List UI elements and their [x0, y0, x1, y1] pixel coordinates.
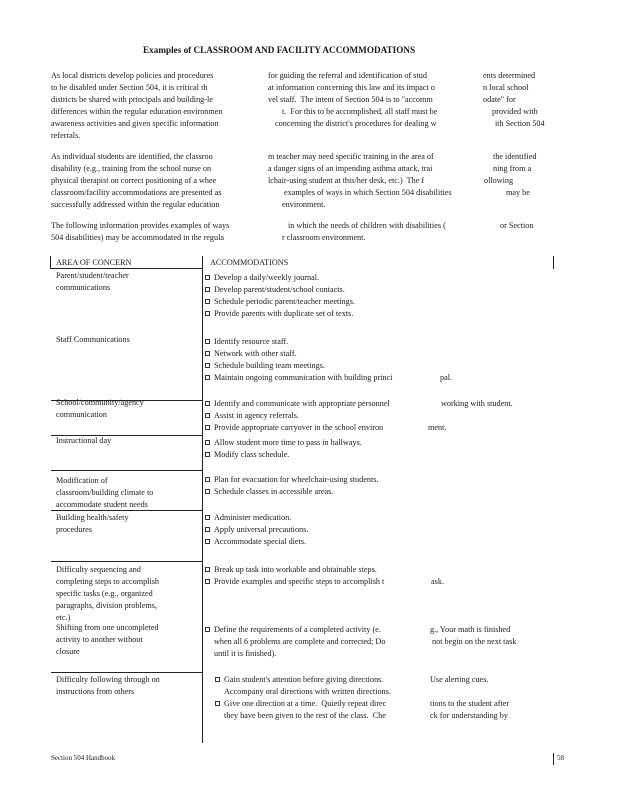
- concern-line: communication: [56, 410, 107, 419]
- checkbox-bullet-icon: [205, 287, 210, 292]
- item-text-tail: working with student.: [441, 399, 513, 408]
- checkbox-bullet-icon: [205, 527, 210, 532]
- p1-line-4-c: provided with: [492, 107, 538, 116]
- item-text: Schedule building team meetings.: [214, 361, 325, 370]
- row-divider-7: [51, 561, 202, 562]
- p1-line-4-a: differences within the regular education environmen: [51, 107, 223, 116]
- list-item: [205, 373, 393, 383]
- item-text: Identify resource staff.: [214, 337, 289, 346]
- concern-line: instructions from others: [56, 687, 135, 696]
- item-text: Give one direction at a time. Quietly repeat direc: [224, 699, 387, 708]
- item-text: Modify class schedule.: [214, 450, 290, 459]
- concern-line: Difficulty following through on: [56, 675, 160, 684]
- p1-line-3-a: districts be shared with principals and building-le: [51, 95, 213, 104]
- p2-line-3-b: lchair-using student at this/her desk, etc.) The f: [268, 176, 425, 185]
- checkbox-bullet-icon: [205, 539, 210, 544]
- item-text-tail: tions to the student after: [430, 699, 510, 708]
- p2-line-1-a: As individual students are identified, the classroo: [51, 152, 213, 161]
- concern-line: School/community/agency: [56, 398, 144, 407]
- item-text: Assist in agency referrals.: [214, 411, 300, 420]
- continuation-tail: ck for understanding by: [430, 711, 508, 720]
- p1-line-3-b: vel staff. The intent of Section 504 is to "accomm: [268, 95, 433, 104]
- checkbox-bullet-icon: [205, 440, 210, 445]
- item-text: Network with other staff.: [214, 349, 297, 358]
- list-item: [205, 450, 289, 460]
- p3-line-1-b: in which the needs of children with disabilities (: [288, 221, 446, 230]
- item-text: Apply universal precautions.: [214, 525, 309, 534]
- p1-line-1-a: As local districts develop policies and procedures: [51, 71, 214, 80]
- concern-line: communications: [56, 283, 111, 292]
- concern-line: classroom/building climate to: [56, 488, 154, 497]
- item-text: Develop a daily/weekly journal.: [214, 273, 320, 282]
- list-item: [205, 285, 345, 295]
- list-item: [205, 537, 306, 547]
- list-item: [205, 423, 383, 433]
- list-item: [215, 699, 386, 709]
- checkbox-bullet-icon: [205, 299, 210, 304]
- list-item: [205, 273, 319, 283]
- p2-line-3-c: ollowing: [484, 176, 514, 185]
- list-item: [205, 438, 362, 448]
- p3-line-1-a: The following information provides examples of ways: [51, 221, 230, 230]
- checkbox-bullet-icon: [205, 375, 210, 380]
- concern-line: paragraphs, division problems,: [56, 601, 157, 610]
- item-text: Provide appropriate carryover in the school environ: [214, 423, 384, 432]
- checkbox-bullet-icon: [205, 311, 210, 316]
- concern-line: Parent/student/teacher: [56, 271, 129, 280]
- p2-line-3-a: physical therapist on correct positioning of a whee: [51, 176, 217, 185]
- header-rule-concern: [50, 268, 202, 269]
- checkbox-bullet-icon: [205, 401, 210, 406]
- list-item: [205, 337, 288, 347]
- p2-line-4-b: examples of ways in which Section 504 disabilities: [284, 188, 452, 197]
- p1-line-5-b: concerning the district's procedures for dealing w: [275, 119, 437, 128]
- row-divider-9: [51, 672, 202, 673]
- p1-line-3-c: odate" for: [483, 95, 516, 104]
- list-item: [205, 565, 377, 575]
- item-text: Gain student's attention before giving directions.: [224, 675, 384, 684]
- checkbox-bullet-icon: [205, 351, 210, 356]
- p2-line-2-b: a danger signs of an impending asthma attack, trai: [268, 164, 433, 173]
- continuation-line: they have been given to the rest of the class. Che: [224, 711, 386, 720]
- checkbox-bullet-icon: [205, 579, 210, 584]
- item-text: Administer medication.: [214, 513, 292, 522]
- concern-line: Shifting from one uncompleted: [56, 623, 159, 632]
- list-item: [205, 475, 378, 485]
- table-column-divider: [202, 256, 203, 743]
- p1-line-5-a: awareness activities and given specific information: [51, 119, 219, 128]
- checkbox-bullet-icon: [205, 425, 210, 430]
- item-text: Define the requirements of a completed activity (e.: [214, 625, 381, 634]
- concern-line: activity to another without: [56, 635, 143, 644]
- p1-line-2-a: to be disabled under Section 504, it is critical th: [51, 83, 208, 92]
- concern-line: Building health/safety: [56, 513, 129, 522]
- checkbox-bullet-icon: [205, 627, 210, 632]
- footer-handbook-title: Section 504 Handbook: [51, 754, 116, 762]
- checkbox-bullet-icon: [215, 701, 220, 706]
- item-text: Develop parent/student/school contacts.: [214, 285, 345, 294]
- list-item: [205, 411, 299, 421]
- concern-line: Instructional day: [56, 436, 112, 445]
- concern-line: etc.): [56, 613, 71, 622]
- item-text: Maintain ongoing communication with building princi: [214, 373, 393, 382]
- item-text: Plan for evacuation for wheelchair-using students.: [214, 475, 379, 484]
- item-text-tail: ask.: [431, 577, 444, 586]
- p2-line-4-a: classroom/facility accommodations are presented as: [51, 188, 222, 197]
- p1-line-6-a: referrals.: [51, 131, 81, 140]
- row-divider-5: [51, 470, 202, 471]
- item-text: Provide parents with duplicate set of texts.: [214, 309, 354, 318]
- item-text: Schedule classes in accessible areas.: [214, 487, 334, 496]
- checkbox-bullet-icon: [215, 677, 220, 682]
- header-accommodations: ACCOMMODATIONS: [210, 258, 289, 267]
- checkbox-bullet-icon: [205, 567, 210, 572]
- header-area-of-concern: AREA OF CONCERN: [56, 258, 132, 267]
- p3-line-1-c: or Section: [500, 221, 534, 230]
- p2-line-2-c: ning from a: [493, 164, 532, 173]
- item-text: Allow student more time to pass in hallways.: [214, 438, 362, 447]
- item-text: Schedule periodic parent/teacher meetings.: [214, 297, 355, 306]
- list-item: [205, 399, 390, 409]
- list-item: [215, 675, 383, 685]
- checkbox-bullet-icon: [205, 275, 210, 280]
- checkbox-bullet-icon: [205, 477, 210, 482]
- list-item: [205, 361, 325, 371]
- item-text: Provide examples and specific steps to accomplish t: [214, 577, 385, 586]
- item-text: Accommodate special diets.: [214, 537, 307, 546]
- concern-line: specific tasks (e.g., organized: [56, 589, 153, 598]
- list-item: [205, 309, 353, 319]
- p3-line-2-b: r classroom environment.: [282, 233, 366, 242]
- p1-line-2-c: n local school: [483, 83, 529, 92]
- p2-line-4-c: may be: [506, 188, 530, 197]
- p3-line-2-a: 504 disabilities) may be accommodated in the regula: [51, 233, 225, 242]
- checkbox-bullet-icon: [205, 413, 210, 418]
- p1-line-1-b: for guiding the referral and identification of stud: [268, 71, 427, 80]
- list-item: [205, 513, 291, 523]
- p1-line-4-b: t. For this to be accomplished, all staff must be: [282, 107, 438, 116]
- concern-line: closure: [56, 647, 80, 656]
- continuation-tail: not begin on the next task: [432, 637, 517, 646]
- p1-line-1-c: ents determined: [483, 71, 536, 80]
- p2-line-5-a: successfully addressed within the regular education: [51, 200, 220, 209]
- p2-line-2-a: disability (e.g., training from the school nurse on: [51, 164, 212, 173]
- item-text: Break up task into workable and obtainable steps.: [214, 565, 377, 574]
- item-text-tail: Use alerting cues.: [430, 675, 489, 684]
- checkbox-bullet-icon: [205, 515, 210, 520]
- row-divider-6: [51, 510, 202, 511]
- checkbox-bullet-icon: [205, 452, 210, 457]
- concern-line: procedures: [56, 525, 92, 534]
- item-text-tail: g., Your math is finished: [430, 625, 511, 634]
- list-item: [205, 525, 308, 535]
- list-item: [205, 625, 381, 635]
- list-item: [205, 349, 297, 359]
- concern-line: Staff Communications: [56, 335, 130, 344]
- checkbox-bullet-icon: [205, 489, 210, 494]
- p1-line-5-c: ith Section 504: [495, 119, 545, 128]
- p2-line-1-b: m teacher may need specific training in the area of: [268, 152, 434, 161]
- list-item: [205, 297, 355, 307]
- continuation-line: Accompany oral directions with written directions.: [224, 687, 391, 696]
- page-title: Examples of CLASSROOM AND FACILITY ACCOMMODATIONS: [143, 45, 416, 55]
- continuation-line: when all 6 problems are complete and corrected; Do: [214, 637, 386, 646]
- p2-line-1-c: the identified: [493, 152, 537, 161]
- p2-line-5-b: environment.: [282, 200, 326, 209]
- checkbox-bullet-icon: [205, 339, 210, 344]
- checkbox-bullet-icon: [205, 363, 210, 368]
- item-text-tail: pal.: [440, 373, 453, 382]
- list-item: [205, 577, 384, 587]
- footer-right-mark: [553, 753, 554, 765]
- concern-line: Modification of: [56, 476, 108, 485]
- footer-page-number: 58: [557, 754, 564, 762]
- concern-line: completing steps to accomplish: [56, 577, 160, 586]
- p1-line-2-b: at information concerning this law and its impact o: [268, 83, 435, 92]
- list-item: [205, 487, 333, 497]
- continuation-line: until it is finished).: [214, 649, 277, 658]
- item-text-tail: ment.: [428, 423, 447, 432]
- concern-line: accommodate student needs: [56, 500, 148, 509]
- item-text: Identify and communicate with appropriate personnel: [214, 399, 390, 408]
- table-right-edge: [553, 256, 554, 269]
- concern-line: Difficulty sequencing and: [56, 565, 141, 574]
